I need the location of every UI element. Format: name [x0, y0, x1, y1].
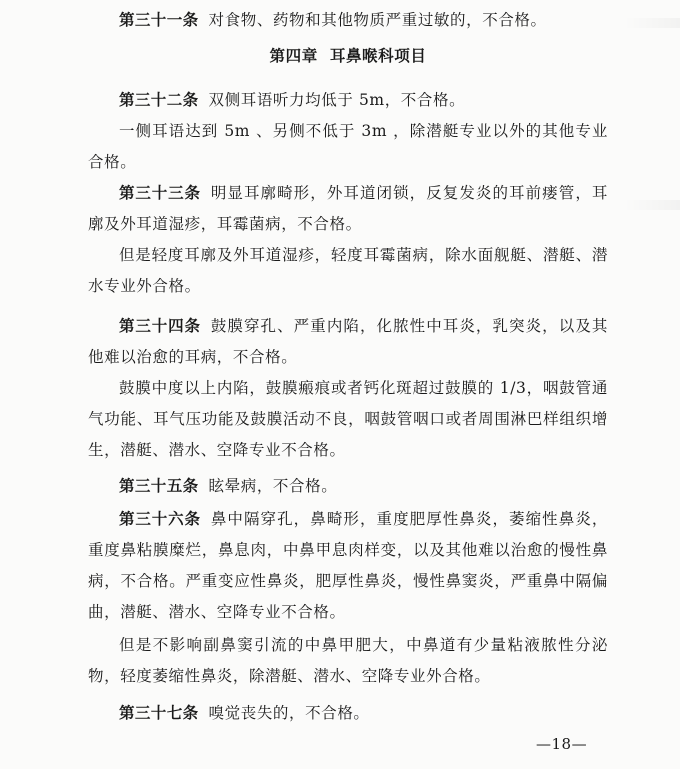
- article-text: 但是轻度耳廓及外耳道湿疹，轻度耳霉菌病，除水面舰艇、潜艇、潜水专业外合格。: [88, 246, 608, 295]
- article-number: 第三十二条: [119, 91, 199, 109]
- scan-shadow: [624, 18, 680, 28]
- article-number: 第三十三条: [119, 184, 201, 202]
- article-34: [88, 311, 608, 373]
- article-number: 第三十五条: [119, 477, 199, 495]
- article-text: 一侧耳语达到 5m 、另侧不低于 3m ，除潜艇专业以外的其他专业合格。: [88, 122, 608, 171]
- article-32-clause: [88, 116, 608, 178]
- article-36-clause: [88, 630, 608, 692]
- article-33-clause: [88, 240, 608, 302]
- article-34-clause: [88, 373, 608, 466]
- article-36: [88, 504, 608, 628]
- article-text: 双侧耳语听力均低于 5m，不合格。: [208, 91, 466, 109]
- chapter-name: 耳鼻喉科项目: [329, 47, 427, 65]
- article-text: 明显耳廓畸形，外耳道闭锁，反复发炎的耳前瘘管，耳廓及外耳道湿疹，耳霉菌病，不合格。: [88, 184, 608, 233]
- chapter-heading: [88, 44, 608, 66]
- article-33: [88, 178, 608, 240]
- article-text: 对食物、药物和其他物质严重过敏的，不合格。: [208, 11, 547, 29]
- article-37: [88, 698, 608, 729]
- article-32: [88, 85, 608, 116]
- article-text: 嗅觉丧失的，不合格。: [208, 704, 370, 722]
- article-text: 眩晕病，不合格。: [208, 477, 338, 495]
- article-35: [88, 471, 608, 502]
- article-31: [88, 5, 608, 36]
- article-text: 鼓膜穿孔、严重内陷，化脓性中耳炎，乳突炎，以及其他难以治愈的耳病，不合格。: [88, 317, 608, 366]
- chapter-number: 第四章: [269, 47, 318, 65]
- article-text: 鼻中隔穿孔，鼻畸形，重度肥厚性鼻炎，萎缩性鼻炎，重度鼻粘膜糜烂，鼻息肉，中鼻甲息肉样变，以及其他难以治愈的慢性鼻病，不合格。严重变应性鼻炎，肥厚性鼻炎，慢性鼻窦炎，严重鼻中隔偏曲，潜艇、潜水、空降专业不合格。: [88, 510, 608, 621]
- article-number: 第三十四条: [119, 317, 201, 335]
- article-number: 第三十一条: [119, 11, 199, 29]
- article-number: 第三十六条: [119, 510, 201, 528]
- article-number: 第三十七条: [119, 704, 199, 722]
- page-number: —18—: [536, 735, 588, 753]
- article-text: 但是不影响副鼻窦引流的中鼻甲肥大，中鼻道有少量粘液脓性分泌物，轻度萎缩性鼻炎，除潜艇、潜水、空降专业外合格。: [88, 636, 608, 685]
- article-text: 鼓膜中度以上内陷，鼓膜瘢痕或者钙化斑超过鼓膜的 1/3，咽鼓管通气功能、耳气压功能及鼓膜活动不良，咽鼓管咽口或者周围淋巴样组织增生，潜艇、潜水、空降专业不合格。: [88, 379, 608, 459]
- scan-shadow: [624, 200, 680, 210]
